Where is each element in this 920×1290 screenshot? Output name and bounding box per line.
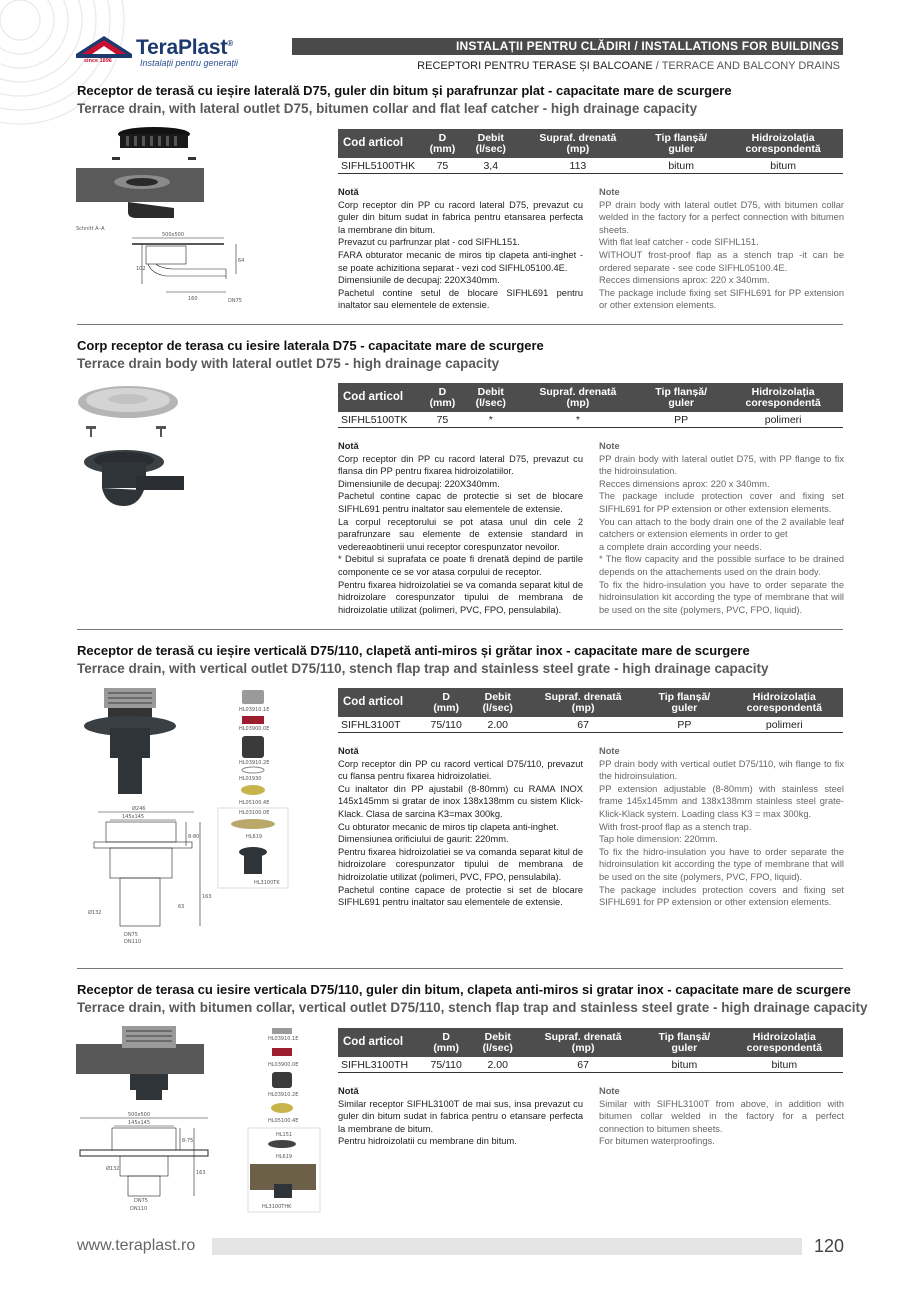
cell-code: SIFHL5100THK [338, 158, 420, 174]
svg-text:163: 163 [196, 1170, 206, 1176]
section-1-note-en [599, 186, 844, 312]
svg-text:HL03900.0E: HL03900.0E [268, 1062, 299, 1068]
svg-text:Ø132: Ø132 [106, 1166, 120, 1172]
table-row [338, 412, 843, 428]
section-2-title-en: Terrace drain body with lateral outlet D75 - high drainage capacity [77, 356, 500, 371]
cell-code: SIFHL5100TK [338, 412, 420, 428]
note-line: Dimensiunea orificiului de gaurit: 220mm. [338, 834, 509, 845]
section-4-note-en [599, 1085, 844, 1148]
header-area: Supraf. drenată (mp) [523, 688, 643, 717]
note-label: Notă [338, 187, 359, 197]
bitumen-drain-image [76, 168, 204, 218]
header-d: D (mm) [420, 1028, 472, 1057]
svg-text:DN75: DN75 [228, 298, 242, 304]
svg-text:Ø246: Ø246 [132, 806, 146, 812]
note-line: Cu inaltator din PP ajustabil (8-80mm) cu RAMA INOX 145x145mm si gratar de inox 138x138mm cu sistem Klick-Klack. Clasa de sarcina K3=max 300kg. [338, 783, 583, 819]
note-line: Corp receptor din PP cu racord lateral D75, prevazut cu flansa din PP pentru fixarea hidroizolatiilor. [338, 453, 583, 477]
section-3-title-en: Terrace drain, with vertical outlet D75/110, stench flap trap and stainless steel grate - high drainage capacity [77, 661, 769, 676]
svg-text:500x500: 500x500 [128, 1112, 151, 1118]
header-flow: Debit (l/sec) [465, 383, 517, 412]
svg-text:102: 102 [136, 266, 146, 272]
section-3-product-drawing [76, 686, 294, 944]
note-line: To fix the hidro-insulation you have to order separate the hidroinsulation kit according the type of membrane that will be used on the site (polymers, PVC, FPO, liquid). [599, 579, 844, 615]
cell-d: 75 [420, 158, 465, 174]
note-line: Cu obturator mecanic de miros tip clapeta anti-inghet. [338, 821, 559, 832]
svg-text:HL03910.1E: HL03910.1E [268, 1036, 299, 1042]
svg-text:HL3100THK: HL3100THK [262, 1204, 292, 1210]
header-d: D (mm) [420, 129, 465, 158]
note-line: WITHOUT frost-proof flap as a stench trap -it can be ordered separate - see code SIFHL05100.4E. [599, 249, 844, 273]
accessories-column [218, 690, 288, 888]
section-4-title-ro: Receptor de terasa cu iesire verticala D75/110, guler din bitum, clapeta anti-miros si gratar inox - capacitate mare de scurgere [77, 982, 851, 997]
note-line: Dimensiunile de decupaj: 220X340mm. [338, 275, 500, 286]
drain-body-image [84, 450, 184, 506]
accessories-column [248, 1028, 320, 1212]
table-header-row [338, 129, 843, 158]
note-line: With flat leaf catcher - code SIFHL151. [599, 237, 759, 248]
header-flange: Tip flanșă/ guler [643, 1028, 726, 1057]
header-code: Cod articol [338, 688, 420, 717]
cell-waterproof: bitum [726, 1057, 843, 1073]
section-2-note-en [599, 440, 844, 616]
header-flange: Tip flanșă/ guler [639, 383, 723, 412]
svg-text:HL03100.0E: HL03100.0E [239, 810, 270, 816]
cell-area: * [517, 412, 639, 428]
brand-name: TeraPlast® [136, 36, 233, 59]
footer-website-link[interactable]: www.teraplast.ro [77, 1237, 196, 1254]
section-4-product-drawing [76, 1024, 324, 1214]
page-number: 120 [814, 1236, 845, 1256]
leaf-catcher-image [112, 127, 196, 160]
svg-text:8-75: 8-75 [182, 1138, 194, 1144]
section-4-spec-table [338, 1028, 843, 1073]
svg-text:145x145: 145x145 [122, 814, 145, 820]
header-code: Cod articol [338, 1028, 420, 1057]
header-area: Supraf. drenată (mp) [523, 1028, 643, 1057]
header-area: Supraf. drenată (mp) [517, 383, 639, 412]
note-line: The package includes protection covers and fixing set SIFHL691 for PP extension or other extension elements. [599, 884, 844, 908]
svg-text:HL01930: HL01930 [239, 776, 262, 782]
note-line: Tap hole dimension: 220mm. [599, 834, 718, 845]
section-drawing [76, 226, 244, 304]
cell-flow: * [465, 412, 517, 428]
svg-text:HL3100TK: HL3100TK [254, 880, 280, 886]
header-flow: Debit (l/sec) [465, 129, 517, 158]
svg-text:145x145: 145x145 [128, 1120, 151, 1126]
note-line: Recces dimensions aprox: 220 x 340mm. [599, 275, 770, 286]
section-1-note-ro [338, 186, 583, 312]
svg-text:HL05100.4E: HL05100.4E [268, 1118, 299, 1124]
cell-flow: 3,4 [465, 158, 517, 174]
header-code: Cod articol [338, 383, 420, 412]
note-line: Pentru fixarea hidroizolatiei se va comanda separat kitul de hidroizolare corespunzator tipului de membrana de hidroizolatie utilizat (polimeri, PVC, FPO, pensulabila). [338, 579, 583, 615]
note-line: a complete drain according your needs. [599, 541, 762, 552]
header-flow: Debit (l/sec) [472, 1028, 523, 1057]
note-line: PP drain body with lateral outlet D75, with PP flange to fix the hidroinsulation. [599, 453, 844, 477]
note-line: PP drain body with vertical outlet D75/110, wih flange to fix the hidroinsulation. [599, 758, 844, 782]
svg-text:163: 163 [202, 894, 212, 900]
note-label: Note [599, 1086, 620, 1096]
note-line: Dimensiunile de decupaj: 220X340mm. [338, 478, 500, 489]
header-flow: Debit (l/sec) [472, 688, 523, 717]
note-line: FARA obturator mecanic de miros tip clapeta anti-inghet - se poate achizitiona separat - vezi cod SIFHL05100.4E. [338, 249, 583, 273]
table-row [338, 1057, 843, 1073]
note-line: The package include fixing set SIFHL691 for PP extension or other extension elements. [599, 287, 844, 311]
section-2-title-ro: Corp receptor de terasa cu iesire laterala D75 - capacitate mare de scurgere [77, 338, 544, 353]
section-1-product-drawing [76, 124, 246, 308]
cell-waterproof: bitum [723, 158, 843, 174]
cell-flow: 2.00 [472, 717, 523, 733]
svg-text:DN110: DN110 [124, 939, 142, 944]
cell-waterproof: polimeri [723, 412, 843, 428]
section-3-note-en [599, 745, 844, 909]
note-line: La corpul receptorului se pot atasa unul din cele 2 parafrunzare sau elemente de extensie standard in vedereaobtinerii unui receptor corespunzator nevoilor. [338, 516, 583, 552]
footer-bar [212, 1238, 802, 1255]
note-line: Pentru hidroizolatii cu membrane din bitum. [338, 1136, 517, 1147]
cell-area: 67 [523, 717, 643, 733]
note-line: With frost-proof flap as a stench trap. [599, 821, 752, 832]
header-d: D (mm) [420, 383, 465, 412]
cell-flange: PP [643, 717, 726, 733]
vertical-drain-image [84, 688, 176, 794]
brand-tagline: Instalații pentru generații [140, 58, 239, 68]
svg-text:HL619: HL619 [246, 834, 263, 840]
header-waterproof: Hidroizolația corespondentă [726, 1028, 843, 1057]
cell-d: 75 [420, 412, 465, 428]
svg-text:63: 63 [178, 904, 185, 910]
cell-code: SIFHL3100TH [338, 1057, 420, 1073]
section-1-spec-table [338, 129, 843, 174]
svg-text:DN75: DN75 [134, 1198, 148, 1204]
category-title: INSTALAȚII PENTRU CLĂDIRI / INSTALLATIONS FOR BUILDINGS [456, 39, 839, 53]
svg-text:160: 160 [188, 296, 198, 302]
note-line: * Debitul si suprafata ce poate fi drenată depind de partile componente ce se vor atasa corpului de receptor. [338, 554, 583, 577]
section-1-title-ro: Receptor de terasă cu ieșire laterală D75, guler din bitum și parafrunzar plat - capacitate mare de scurgere [77, 83, 732, 98]
note-line: To fix the hidro-insulation you have to order separate the hidroinsulation kit according the type of membrane that will be used on the site (polymers, PVC, FPO, liquid). [599, 846, 844, 882]
svg-text:500x500: 500x500 [162, 232, 185, 238]
header-waterproof: Hidroizolația corespondentă [723, 129, 843, 158]
cell-flange: bitum [643, 1057, 726, 1073]
section-3-spec-table [338, 688, 843, 733]
fixing-set-image [86, 426, 166, 437]
note-line: PP extension adjustable (8-80mm) with stainless steel frame 145x145mm and 138x138mm stainless steel grate- Klick-Klack system. Loading class K3 = max 300kg. [599, 783, 844, 819]
cell-d: 75/110 [420, 1057, 472, 1073]
svg-text:HL03900.0E: HL03900.0E [239, 726, 270, 732]
cell-waterproof: polimeri [726, 717, 843, 733]
note-line: Pachetul contine capac de protectie si set de blocare SIFHL691 pentru inaltator sau elementele de extensie. [338, 491, 583, 514]
note-line: You can attach to the body drain one of the 2 available leaf catchers or extension elements in order to get [599, 516, 844, 540]
header-waterproof: Hidroizolația corespondentă [723, 383, 843, 412]
cell-area: 67 [523, 1057, 643, 1073]
bitumen-vertical-drain-image [76, 1026, 204, 1100]
note-label: Notă [338, 746, 359, 756]
note-line: Pentru fixarea hidroizolatiei se va comanda separat kitul de hidroizolare corespunzator tipului de membrana de hidroizolatie utilizat (polimeri, PVC, FPO, pensulabila). [338, 846, 583, 882]
svg-text:DN75: DN75 [124, 932, 138, 938]
header-flange: Tip flanșă/ guler [639, 129, 723, 158]
svg-text:HL619: HL619 [276, 1154, 293, 1160]
section-2-product-image [76, 382, 186, 517]
note-line: Pachetul contine setul de blocare SIFHL691 pentru inaltator sau elementele de extensie. [338, 287, 583, 311]
section-divider [77, 968, 843, 969]
section-drawing [88, 805, 212, 944]
cell-flow: 2.00 [472, 1057, 523, 1073]
cell-area: 113 [517, 158, 639, 174]
note-line: Pachetul contine capace de protectie si set de blocare SIFHL691 pentru inaltator sau elementele de extensie. [338, 884, 583, 908]
section-1-title-en: Terrace drain, with lateral outlet D75, bitumen collar and flat leaf catcher - high drainage capacity [77, 101, 698, 116]
note-line: Recces dimensions aprox: 220 x 340mm. [599, 478, 770, 489]
section-2-spec-table [338, 383, 843, 428]
note-line: Similar with SIFHL3100T from above, in addition with bitumen collar welded in the factory for a perfect connection to bitumen sheets. [599, 1098, 844, 1134]
category-bar [292, 38, 843, 55]
cell-flange: bitum [639, 158, 723, 174]
section-4-title-en: Terrace drain, with bitumen collar, vertical outlet D75/110, stench flap trap and stainless steel grate - high drainage capacity [77, 1000, 868, 1015]
note-label: Note [599, 441, 620, 451]
cell-code: SIFHL3100T [338, 717, 420, 733]
svg-text:Ø132: Ø132 [88, 910, 102, 916]
table-header-row [338, 1028, 843, 1057]
svg-text:HL03910.2E: HL03910.2E [239, 760, 270, 766]
note-line: * The flow capacity and the possible surface to be drained depends on the attachements used on the drain body. [599, 554, 844, 577]
table-row [338, 717, 843, 733]
note-line: The package include protection cover and fixing set SIFHL691 for PP extension or other extension elements. [599, 491, 844, 514]
section-3-note-ro [338, 745, 583, 909]
subcategory-title: RECEPTORI PENTRU TERASE ȘI BALCOANE / TERRACE AND BALCONY DRAINS [417, 60, 840, 72]
section-4-note-ro [338, 1085, 583, 1148]
section-divider [77, 324, 843, 325]
section-2-note-ro [338, 440, 583, 616]
section-3-title-ro: Receptor de terasă cu ieșire verticală D75/110, clapetă anti-miros și grătar inox - capacitate mare de scurgere [77, 643, 750, 658]
section-drawing [80, 1112, 208, 1212]
header-flange: Tip flanșă/ guler [643, 688, 726, 717]
note-line: Corp receptor din PP cu racord lateral D75, prevazut cu guler din bitum sudat in fabrica pentru etansarea perfecta la membrane din bitum. [338, 199, 583, 235]
brand-since: since 1896 [84, 58, 112, 64]
svg-text:HL151: HL151 [276, 1132, 293, 1138]
svg-text:64: 64 [238, 258, 245, 264]
header-d: D (mm) [420, 688, 472, 717]
note-label: Notă [338, 1086, 359, 1096]
svg-text:8-80: 8-80 [188, 834, 200, 840]
section-divider [77, 629, 843, 630]
table-header-row [338, 688, 843, 717]
note-line: Prevazut cu parfrunzar plat - cod SIFHL151. [338, 237, 520, 248]
note-label: Note [599, 187, 620, 197]
note-line: For bitumen waterproofings. [599, 1136, 715, 1147]
table-row [338, 158, 843, 174]
svg-text:HL03910.2E: HL03910.2E [268, 1092, 299, 1098]
note-line: Corp receptor din PP cu racord vertical D75/110, prevazut cu flansa pentru fixarea hidroizolatiei. [338, 758, 583, 782]
svg-text:DN110: DN110 [130, 1206, 148, 1212]
svg-text:Schnitt A–A: Schnitt A–A [76, 226, 105, 232]
note-label: Notă [338, 441, 359, 451]
note-line: PP drain body with lateral outlet D75, with bitumen collar welded in the factory for a perfect connection with bitumen sheets. [599, 199, 844, 235]
cell-d: 75/110 [420, 717, 472, 733]
header-code: Cod articol [338, 129, 420, 158]
header-area: Supraf. drenată (mp) [517, 129, 639, 158]
header-waterproof: Hidroizolația corespondentă [726, 688, 843, 717]
svg-text:HL05100.4E: HL05100.4E [239, 800, 270, 806]
table-header-row [338, 383, 843, 412]
svg-text:HL03910.1E: HL03910.1E [239, 707, 270, 713]
cell-flange: PP [639, 412, 723, 428]
note-line: Similar receptor SIFHL3100T de mai sus, insa prevazut cu guler din bitum sudat in fabrica pentru o etansare perfecta la membrane de bitum. [338, 1098, 583, 1134]
note-label: Note [599, 746, 620, 756]
protection-cover-image [78, 386, 178, 418]
